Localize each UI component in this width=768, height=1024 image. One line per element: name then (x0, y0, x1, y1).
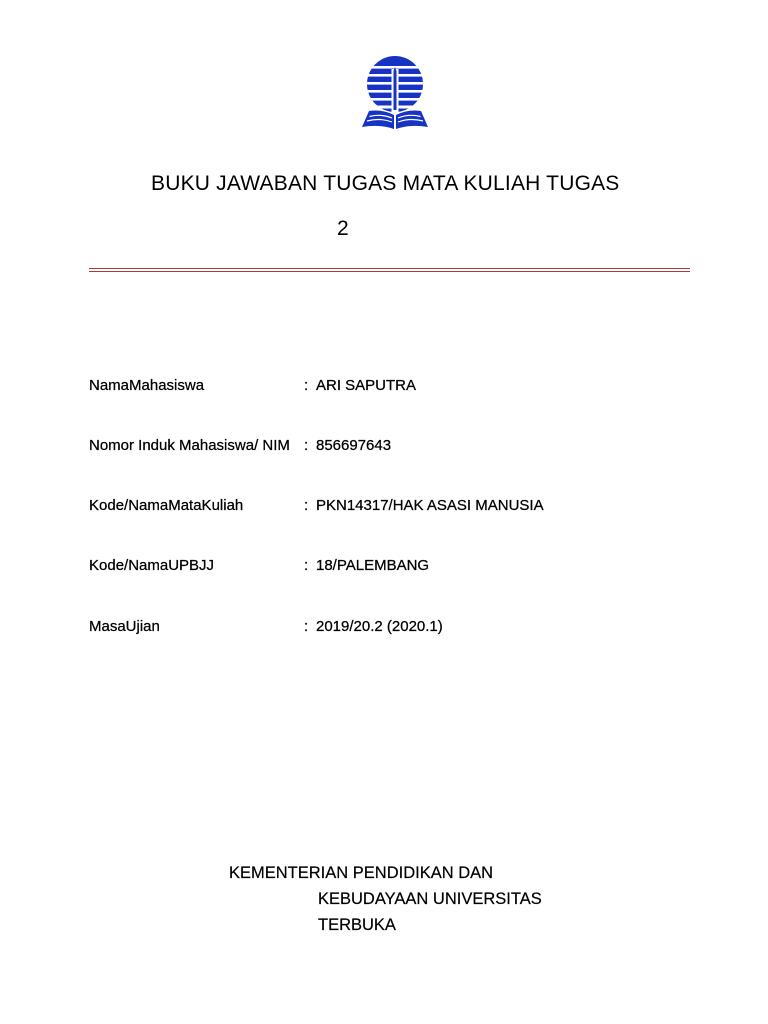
field-separator: : (304, 377, 309, 394)
universitas-terbuka-logo-icon (360, 54, 430, 130)
field-label: NamaMahasiswa (89, 377, 205, 394)
field-label: Kode/NamaMataKuliah (89, 497, 244, 514)
field-row-upbjj (0, 557, 768, 575)
field-separator: : (304, 557, 309, 574)
field-label: Kode/NamaUPBJJ (89, 557, 215, 574)
footer-institution-line-3: TERBUKA (318, 916, 396, 934)
field-separator: : (304, 437, 309, 454)
field-row-nama-mahasiswa (0, 377, 768, 395)
field-row-nim (0, 437, 768, 455)
footer-institution-line-2: KEBUDAYAAN UNIVERSITAS (318, 890, 542, 908)
footer-institution-line-1: KEMENTERIAN PENDIDIKAN DAN (229, 864, 494, 882)
field-row-masa-ujian (0, 618, 768, 636)
field-value: PKN14317/HAK ASASI MANUSIA (316, 497, 544, 514)
document-title: BUKU JAWABAN TUGAS MATA KULIAH TUGAS (151, 172, 620, 195)
field-separator: : (304, 618, 309, 635)
field-label: Nomor Induk Mahasiswa/ NIM (89, 437, 290, 454)
field-row-mata-kuliah (0, 497, 768, 515)
field-label: MasaUjian (89, 618, 160, 635)
field-separator: : (304, 497, 309, 514)
field-value: ARI SAPUTRA (316, 377, 417, 394)
field-value: 2019/20.2 (2020.1) (316, 618, 443, 635)
field-value: 856697643 (316, 437, 392, 454)
document-title-number: 2 (337, 217, 349, 240)
field-value: 18/PALEMBANG (316, 557, 430, 574)
divider-line (89, 268, 690, 272)
